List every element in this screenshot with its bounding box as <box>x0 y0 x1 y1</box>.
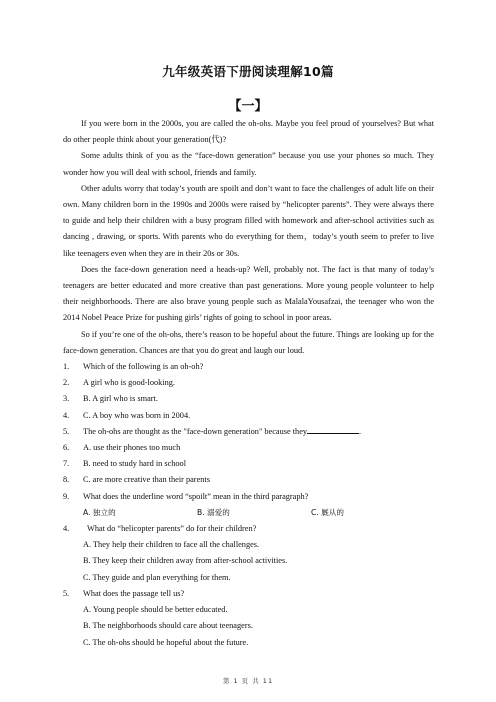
question-text: What does the passage tell us? <box>83 588 185 598</box>
list-item <box>63 375 434 391</box>
item-number: 7. <box>63 459 70 469</box>
option-a: A. They help their children to face all the challenges. <box>83 540 260 550</box>
question-number: 1. <box>63 362 70 372</box>
item-number: 8. <box>63 475 70 485</box>
question-1 <box>63 359 434 375</box>
option-row <box>63 505 434 521</box>
question-number: 9. <box>63 491 70 501</box>
question-5 <box>63 586 434 602</box>
option-c: C. 厩从的 <box>311 507 344 517</box>
option-b: B. The neighborhoods should care about teenagers. <box>83 621 253 631</box>
document-body <box>63 116 434 651</box>
option-text: B. need to study hard in school <box>83 459 187 469</box>
question-text-end: . <box>359 426 362 436</box>
item-number: 3. <box>63 394 70 404</box>
question-4 <box>63 521 434 537</box>
option-text: A girl who is good-looking. <box>83 378 175 388</box>
list-item <box>63 472 434 488</box>
question-2 <box>63 424 434 440</box>
answer-blank <box>307 424 362 436</box>
question-text: The oh-ohs are thought as the "face-down generation" because they <box>83 426 308 436</box>
option-text: B. A girl who is smart. <box>83 394 158 404</box>
option-text: C. are more creative than their parents <box>83 475 210 485</box>
question-3 <box>63 489 434 505</box>
page-footer: 第 1 页 共 11 <box>222 677 274 685</box>
paragraph: If you were born in the 2000s, you are called the oh-ohs. Maybe you feel proud of yourselves? But what do other people think about your generation(代)? <box>63 119 434 145</box>
item-number: 4. <box>63 410 70 420</box>
paragraph: Some adults think of you as the “face-down generation” because you use your phones so much. They wonder how you will deal with school, friends and family. <box>63 151 434 177</box>
option-text: A. use their phones too much <box>83 443 181 453</box>
option-b: B. They keep their children away from after-school activities. <box>83 556 288 566</box>
option-a: A. 独立的 <box>83 507 116 517</box>
item-number: 6. <box>63 443 70 453</box>
question-number: 5. <box>63 426 70 436</box>
page-title: 九年级英语下册阅读理解10篇 <box>162 64 334 79</box>
section-heading: 【一】 <box>228 99 268 114</box>
list-item <box>63 391 434 407</box>
option-b: B. 溺爱的 <box>197 507 230 517</box>
paragraph: So if you’re one of the oh-ohs, there’s reason to be hopeful about the future. Things are looking up for the face-down generation. Chances are that you do great and laugh our loud. <box>63 329 434 355</box>
question-number: 5. <box>63 588 70 598</box>
item-number: 2. <box>63 378 70 388</box>
list-item <box>63 440 434 456</box>
paragraph: Does the face-down generation need a heads-up? Well, probably not. The fact is that many of today’s teenagers are better educated and more creative than past generations. More young people volunteer to help their neighborhoods. There are also brave young people such as MalalaYousafzai, the teenager who won the 2014 Nobel Peace Prize for pushing girls’ rights of going to school in poor areas. <box>63 264 434 323</box>
question-text: Which of the following is an oh-oh? <box>83 362 204 372</box>
question-number: 4. <box>63 524 70 534</box>
question-text: What do “helicopter parents” do for their children? <box>87 524 257 534</box>
question-text: What does the underline word “spoilt” mean in the third paragraph? <box>83 491 309 501</box>
option-a: A. Young people should be better educated. <box>83 605 228 615</box>
paragraph: Other adults worry that today’s youth are spoilt and don’t want to face the challenges of adult life on their own. Many children born in the 1990s and 2000s were raised by “helicopter parents”. They were always there to guide and help their children with a busy program filled with homework and after-school activities such as dancing , drawing, or sports. With parents who do everything for them，today’s youth seem to prefer to live like teenagers even when they are in their 20s or 30s. <box>63 183 434 258</box>
list-item <box>63 408 434 424</box>
option-c: C. The oh-ohs should be hopeful about the future. <box>83 637 249 647</box>
option-c: C. They guide and plan everything for them. <box>83 572 231 582</box>
option-text: C. A boy who was born in 2004. <box>83 410 191 420</box>
list-item <box>63 456 434 472</box>
